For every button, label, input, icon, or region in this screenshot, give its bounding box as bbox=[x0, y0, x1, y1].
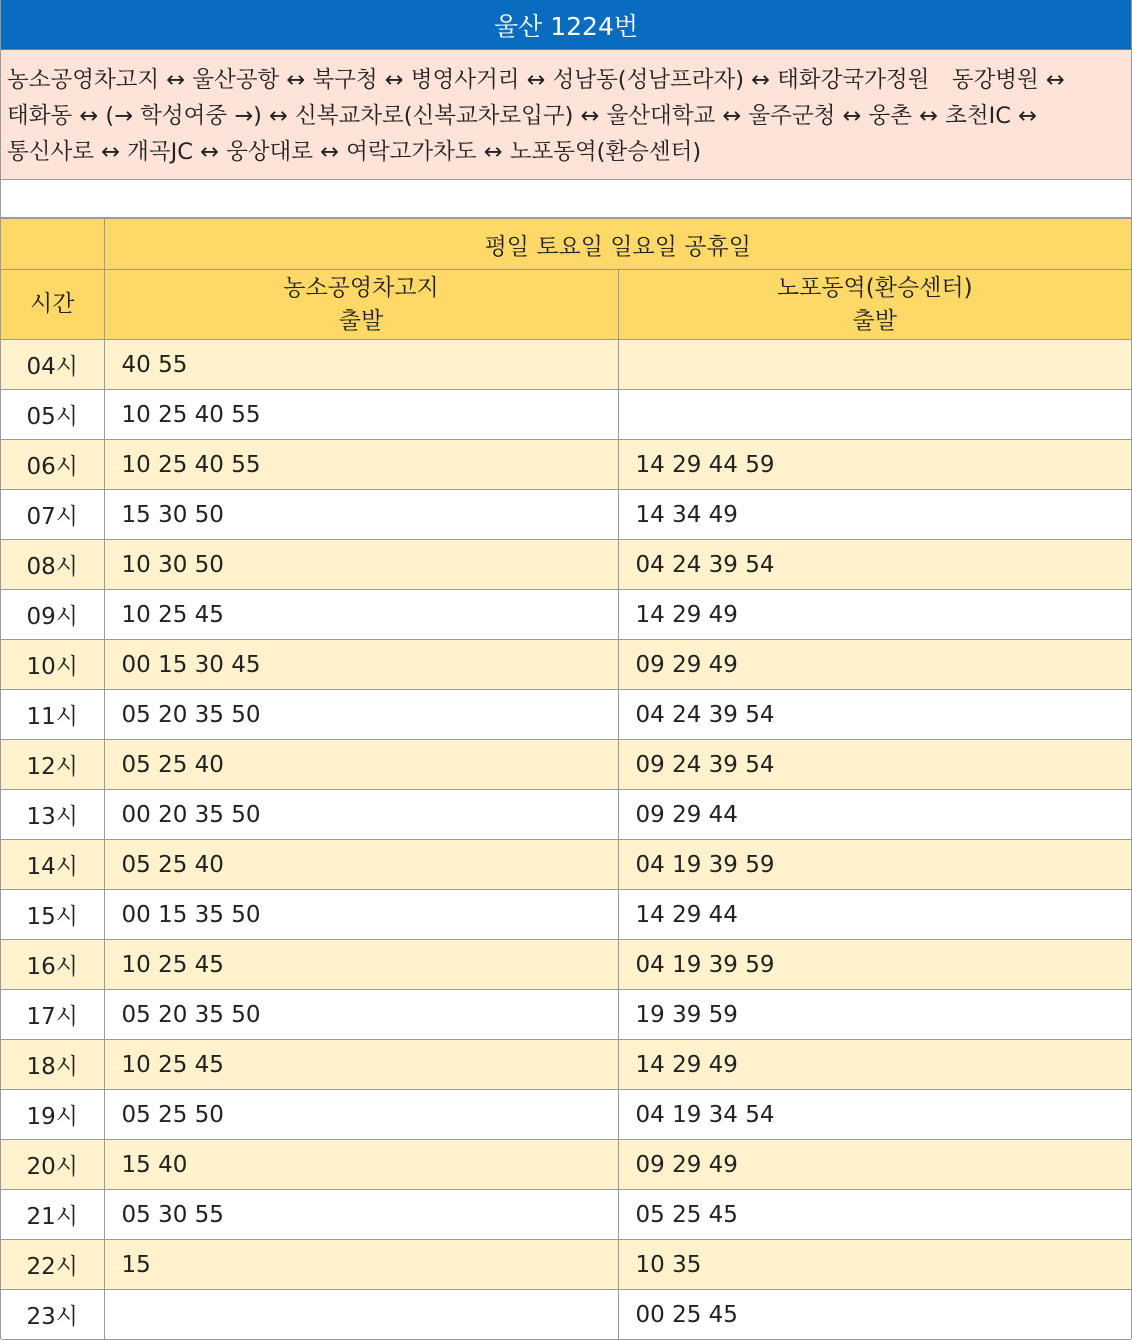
table-row bbox=[1, 1240, 1131, 1290]
nongso-times-cell: 05 30 55 bbox=[104, 1190, 618, 1240]
hour-cell: 05시 bbox=[1, 390, 104, 440]
nopo-times-cell bbox=[618, 340, 1131, 390]
nopo-times-cell: 09 24 39 54 bbox=[618, 740, 1131, 790]
hour-cell: 22시 bbox=[1, 1240, 104, 1290]
hour-cell: 14시 bbox=[1, 840, 104, 890]
nongso-times-cell: 10 25 45 bbox=[104, 590, 618, 640]
nongso-times-cell: 10 25 40 55 bbox=[104, 440, 618, 490]
table-row bbox=[1, 790, 1131, 840]
nongso-times-cell: 40 55 bbox=[104, 340, 618, 390]
nopo-times-cell: 10 35 bbox=[618, 1240, 1131, 1290]
timetable bbox=[1, 218, 1131, 1340]
nongso-times-cell: 05 25 40 bbox=[104, 740, 618, 790]
table-row bbox=[1, 1040, 1131, 1090]
table-row bbox=[1, 440, 1131, 490]
table-row bbox=[1, 340, 1131, 390]
hour-cell: 07시 bbox=[1, 490, 104, 540]
nopo-header-depart: 출발 bbox=[852, 307, 897, 334]
nopo-header-stop: 노포동역(환승센터) bbox=[776, 274, 973, 301]
nongso-times-cell: 00 15 35 50 bbox=[104, 890, 618, 940]
hour-cell: 08시 bbox=[1, 540, 104, 590]
nopo-times-cell: 09 29 44 bbox=[618, 790, 1131, 840]
nopo-times-cell: 09 29 49 bbox=[618, 640, 1131, 690]
nopo-times-cell: 05 25 45 bbox=[618, 1190, 1131, 1240]
hour-cell: 17시 bbox=[1, 990, 104, 1040]
hour-cell: 19시 bbox=[1, 1090, 104, 1140]
nopo-times-cell: 04 24 39 54 bbox=[618, 540, 1131, 590]
nopo-times-cell: 04 19 39 59 bbox=[618, 940, 1131, 990]
nongso-times-cell: 10 25 45 bbox=[104, 1040, 618, 1090]
route-title: 울산 1224번 bbox=[1, 0, 1131, 50]
route-stops: 농소공영차고지 ↔ 울산공항 ↔ 북구청 ↔ 병영사거리 ↔ 성남동(성남프라자) ↔ 태화강국가정원 동강병원 ↔ 태화동 ↔ (→ 학성여중 →) ↔ 신복교차로(신복교차로입구) ↔ 울산대학교 ↔ 울주군청 ↔ 웅촌 ↔ 초천IC ↔ 통신사로 ↔ 개곡JC ↔ 웅상대로 ↔ 여락고가차도 ↔ 노포동역(환승센터) bbox=[1, 50, 1131, 180]
nopo-times-cell: 14 29 44 59 bbox=[618, 440, 1131, 490]
nongso-header-stop: 농소공영차고지 bbox=[283, 274, 439, 301]
nopo-departure-header bbox=[618, 270, 1131, 340]
table-row bbox=[1, 1140, 1131, 1190]
nopo-times-cell: 04 19 34 54 bbox=[618, 1090, 1131, 1140]
nopo-times-cell: 14 34 49 bbox=[618, 490, 1131, 540]
table-row bbox=[1, 990, 1131, 1040]
hour-cell: 16시 bbox=[1, 940, 104, 990]
nongso-times-cell: 15 40 bbox=[104, 1140, 618, 1190]
nopo-times-cell: 00 25 45 bbox=[618, 1290, 1131, 1340]
hour-cell: 21시 bbox=[1, 1190, 104, 1240]
nongso-times-cell: 05 20 35 50 bbox=[104, 690, 618, 740]
table-row bbox=[1, 1290, 1131, 1340]
nongso-times-cell: 05 25 40 bbox=[104, 840, 618, 890]
nongso-times-cell: 05 25 50 bbox=[104, 1090, 618, 1140]
hour-cell: 18시 bbox=[1, 1040, 104, 1090]
nongso-times-cell: 10 25 40 55 bbox=[104, 390, 618, 440]
hour-cell: 06시 bbox=[1, 440, 104, 490]
nongso-header-depart: 출발 bbox=[338, 307, 384, 334]
hour-cell: 11시 bbox=[1, 690, 104, 740]
nongso-times-cell: 00 15 30 45 bbox=[104, 640, 618, 690]
hour-cell: 04시 bbox=[1, 340, 104, 390]
nongso-times-cell: 15 30 50 bbox=[104, 490, 618, 540]
blank-row bbox=[1, 180, 1131, 218]
hour-cell: 09시 bbox=[1, 590, 104, 640]
nongso-departure-header bbox=[104, 270, 618, 340]
nopo-times-cell: 04 24 39 54 bbox=[618, 690, 1131, 740]
hour-cell: 23시 bbox=[1, 1290, 104, 1340]
day-type-row bbox=[1, 219, 1131, 270]
nongso-times-cell: 10 30 50 bbox=[104, 540, 618, 590]
hour-cell: 10시 bbox=[1, 640, 104, 690]
day-types-header: 평일 토요일 일요일 공휴일 bbox=[104, 219, 1131, 270]
table-row bbox=[1, 490, 1131, 540]
nopo-times-cell: 14 29 49 bbox=[618, 1040, 1131, 1090]
nongso-times-cell: 00 20 35 50 bbox=[104, 790, 618, 840]
nopo-times-cell: 14 29 44 bbox=[618, 890, 1131, 940]
table-row bbox=[1, 690, 1131, 740]
column-header-row bbox=[1, 270, 1131, 340]
table-row bbox=[1, 1190, 1131, 1240]
nongso-times-cell: 10 25 45 bbox=[104, 940, 618, 990]
hour-cell: 15시 bbox=[1, 890, 104, 940]
table-row bbox=[1, 890, 1131, 940]
table-row bbox=[1, 640, 1131, 690]
table-row bbox=[1, 740, 1131, 790]
hour-cell: 12시 bbox=[1, 740, 104, 790]
table-row bbox=[1, 1090, 1131, 1140]
blank-header-cell bbox=[1, 219, 104, 270]
nongso-times-cell: 15 bbox=[104, 1240, 618, 1290]
hour-cell: 20시 bbox=[1, 1140, 104, 1190]
nopo-times-cell: 14 29 49 bbox=[618, 590, 1131, 640]
nopo-times-cell: 09 29 49 bbox=[618, 1140, 1131, 1190]
nongso-times-cell bbox=[104, 1290, 618, 1340]
hour-cell: 13시 bbox=[1, 790, 104, 840]
table-row bbox=[1, 390, 1131, 440]
nongso-times-cell: 05 20 35 50 bbox=[104, 990, 618, 1040]
table-row bbox=[1, 590, 1131, 640]
table-row bbox=[1, 840, 1131, 890]
nopo-times-cell bbox=[618, 390, 1131, 440]
nopo-times-cell: 19 39 59 bbox=[618, 990, 1131, 1040]
table-row bbox=[1, 940, 1131, 990]
table-row bbox=[1, 540, 1131, 590]
hour-header: 시간 bbox=[1, 270, 104, 340]
nopo-times-cell: 04 19 39 59 bbox=[618, 840, 1131, 890]
